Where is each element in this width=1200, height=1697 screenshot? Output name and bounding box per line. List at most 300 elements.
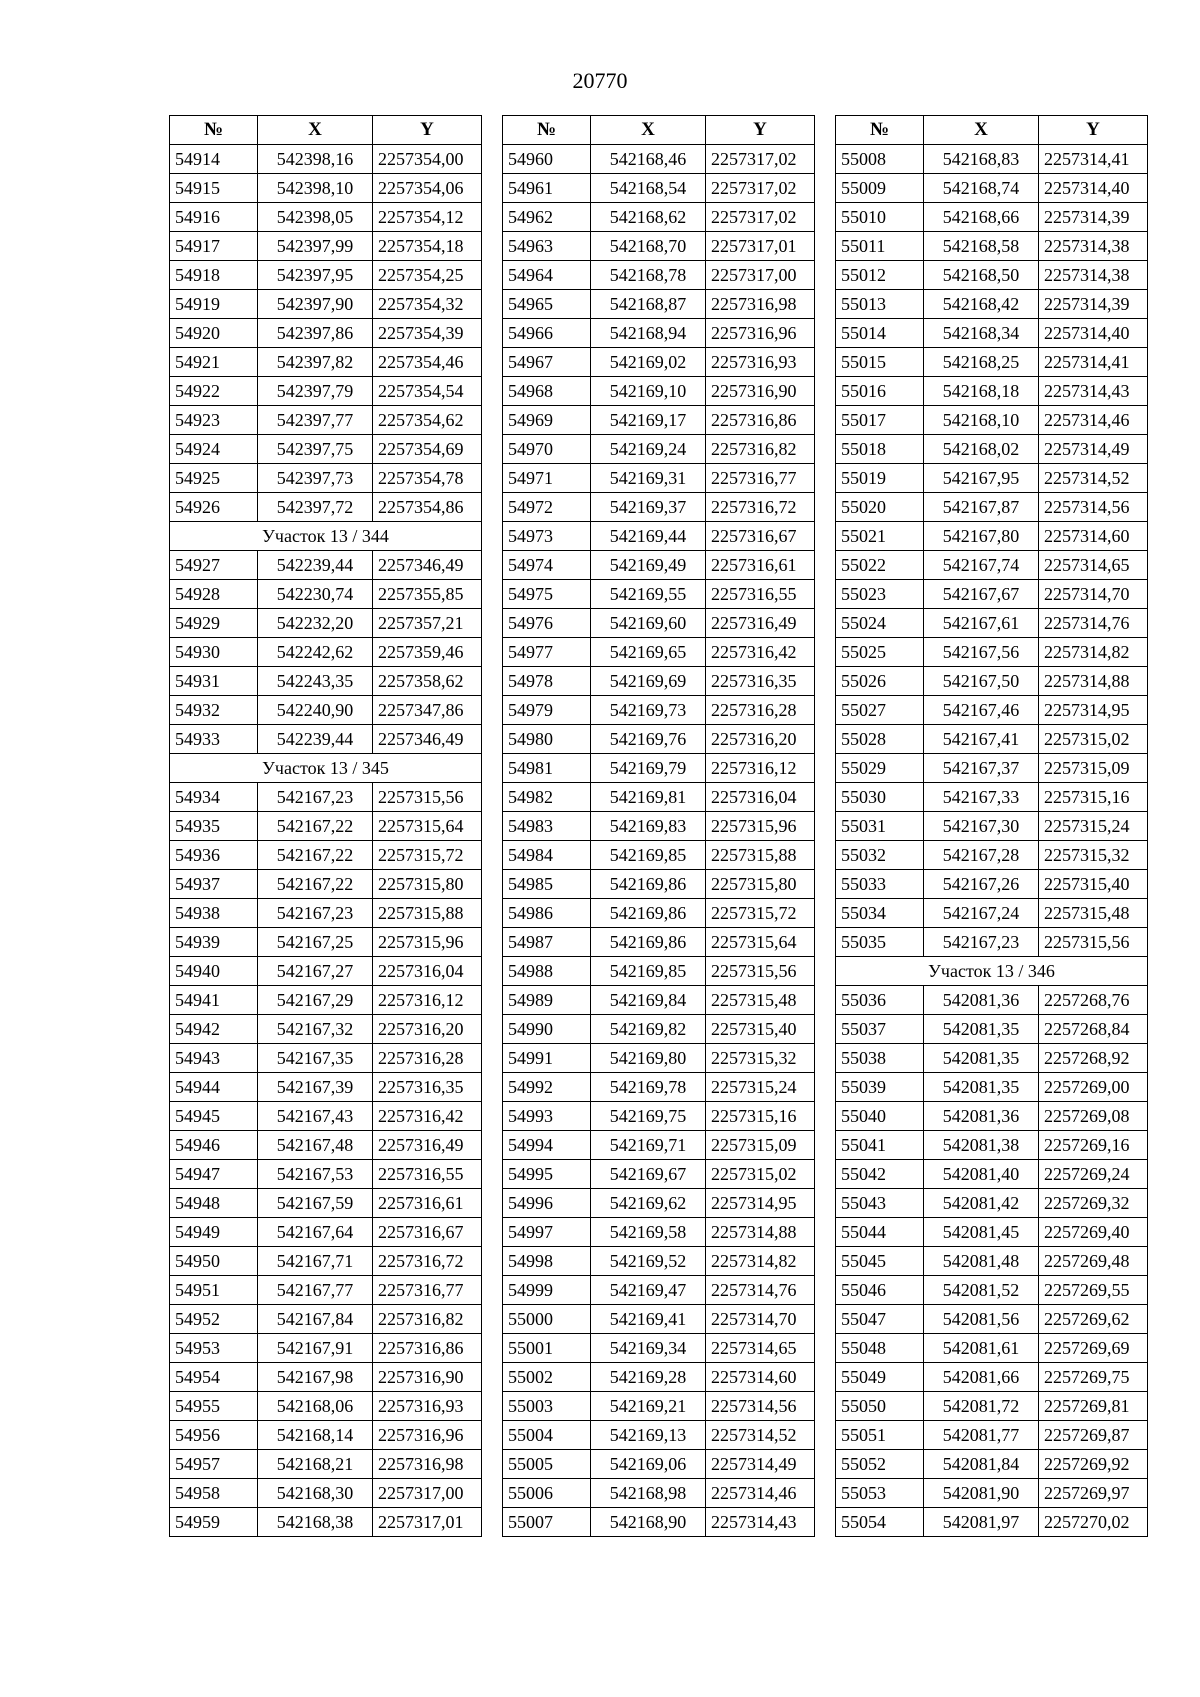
y-coordinate-cell: 2257268,76 bbox=[1039, 986, 1148, 1015]
point-number-cell: 54989 bbox=[503, 986, 591, 1015]
table-row bbox=[170, 1450, 482, 1479]
table-row bbox=[836, 145, 1148, 174]
point-number-cell: 54957 bbox=[170, 1450, 258, 1479]
x-coordinate-cell: 542081,61 bbox=[924, 1334, 1039, 1363]
table-row bbox=[836, 290, 1148, 319]
table-row bbox=[170, 435, 482, 464]
x-coordinate-cell: 542081,40 bbox=[924, 1160, 1039, 1189]
y-coordinate-cell: 2257354,25 bbox=[373, 261, 482, 290]
y-coordinate-cell: 2257316,42 bbox=[373, 1102, 482, 1131]
table-row bbox=[836, 841, 1148, 870]
x-coordinate-cell: 542243,35 bbox=[258, 667, 373, 696]
y-coordinate-cell: 2257314,82 bbox=[1039, 638, 1148, 667]
table-row bbox=[503, 899, 815, 928]
x-coordinate-cell: 542167,59 bbox=[258, 1189, 373, 1218]
table-row bbox=[170, 1189, 482, 1218]
header-x: X bbox=[258, 116, 373, 145]
point-number-cell: 54970 bbox=[503, 435, 591, 464]
y-coordinate-cell: 2257314,52 bbox=[1039, 464, 1148, 493]
table-row bbox=[503, 812, 815, 841]
y-coordinate-cell: 2257346,49 bbox=[373, 551, 482, 580]
y-coordinate-cell: 2257316,20 bbox=[373, 1015, 482, 1044]
y-coordinate-cell: 2257315,32 bbox=[1039, 841, 1148, 870]
table-row bbox=[170, 203, 482, 232]
x-coordinate-cell: 542169,84 bbox=[591, 986, 706, 1015]
point-number-cell: 55048 bbox=[836, 1334, 924, 1363]
table-body bbox=[503, 145, 815, 1537]
header-x: X bbox=[591, 116, 706, 145]
table-row bbox=[170, 406, 482, 435]
x-coordinate-cell: 542168,74 bbox=[924, 174, 1039, 203]
x-coordinate-cell: 542167,50 bbox=[924, 667, 1039, 696]
point-number-cell: 55042 bbox=[836, 1160, 924, 1189]
point-number-cell: 54992 bbox=[503, 1073, 591, 1102]
point-number-cell: 54980 bbox=[503, 725, 591, 754]
y-coordinate-cell: 2257269,92 bbox=[1039, 1450, 1148, 1479]
table-row bbox=[503, 1421, 815, 1450]
x-coordinate-cell: 542169,28 bbox=[591, 1363, 706, 1392]
x-coordinate-cell: 542230,74 bbox=[258, 580, 373, 609]
y-coordinate-cell: 2257268,84 bbox=[1039, 1015, 1148, 1044]
y-coordinate-cell: 2257314,49 bbox=[1039, 435, 1148, 464]
table-row bbox=[170, 1421, 482, 1450]
table-row bbox=[170, 348, 482, 377]
point-number-cell: 55031 bbox=[836, 812, 924, 841]
y-coordinate-cell: 2257314,56 bbox=[706, 1392, 815, 1421]
y-coordinate-cell: 2257315,24 bbox=[1039, 812, 1148, 841]
x-coordinate-cell: 542168,21 bbox=[258, 1450, 373, 1479]
x-coordinate-cell: 542169,06 bbox=[591, 1450, 706, 1479]
x-coordinate-cell: 542169,69 bbox=[591, 667, 706, 696]
table-row bbox=[836, 870, 1148, 899]
y-coordinate-cell: 2257315,72 bbox=[706, 899, 815, 928]
page-number: 20770 bbox=[572, 68, 628, 93]
x-coordinate-cell: 542081,35 bbox=[924, 1044, 1039, 1073]
x-coordinate-cell: 542397,75 bbox=[258, 435, 373, 464]
point-number-cell: 55002 bbox=[503, 1363, 591, 1392]
y-coordinate-cell: 2257315,56 bbox=[706, 957, 815, 986]
x-coordinate-cell: 542232,20 bbox=[258, 609, 373, 638]
point-number-cell: 54929 bbox=[170, 609, 258, 638]
x-coordinate-cell: 542168,38 bbox=[258, 1508, 373, 1537]
x-coordinate-cell: 542167,32 bbox=[258, 1015, 373, 1044]
x-coordinate-cell: 542168,83 bbox=[924, 145, 1039, 174]
header-row bbox=[503, 116, 815, 145]
table-row bbox=[503, 522, 815, 551]
x-coordinate-cell: 542168,50 bbox=[924, 261, 1039, 290]
y-coordinate-cell: 2257314,46 bbox=[1039, 406, 1148, 435]
point-number-cell: 55014 bbox=[836, 319, 924, 348]
x-coordinate-cell: 542167,22 bbox=[258, 812, 373, 841]
point-number-cell: 54997 bbox=[503, 1218, 591, 1247]
table-row bbox=[836, 232, 1148, 261]
y-coordinate-cell: 2257269,87 bbox=[1039, 1421, 1148, 1450]
x-coordinate-cell: 542167,27 bbox=[258, 957, 373, 986]
point-number-cell: 55008 bbox=[836, 145, 924, 174]
y-coordinate-cell: 2257314,88 bbox=[706, 1218, 815, 1247]
table-row bbox=[170, 725, 482, 754]
x-coordinate-cell: 542168,94 bbox=[591, 319, 706, 348]
point-number-cell: 54971 bbox=[503, 464, 591, 493]
x-coordinate-cell: 542169,49 bbox=[591, 551, 706, 580]
point-number-cell: 54943 bbox=[170, 1044, 258, 1073]
table-row bbox=[836, 1479, 1148, 1508]
point-number-cell: 54921 bbox=[170, 348, 258, 377]
y-coordinate-cell: 2257269,62 bbox=[1039, 1305, 1148, 1334]
point-number-cell: 55032 bbox=[836, 841, 924, 870]
x-coordinate-cell: 542167,43 bbox=[258, 1102, 373, 1131]
x-coordinate-cell: 542081,90 bbox=[924, 1479, 1039, 1508]
table-row bbox=[170, 870, 482, 899]
header-y: Y bbox=[373, 116, 482, 145]
point-number-cell: 55022 bbox=[836, 551, 924, 580]
point-number-cell: 54990 bbox=[503, 1015, 591, 1044]
x-coordinate-cell: 542167,80 bbox=[924, 522, 1039, 551]
y-coordinate-cell: 2257354,39 bbox=[373, 319, 482, 348]
point-number-cell: 55034 bbox=[836, 899, 924, 928]
y-coordinate-cell: 2257316,49 bbox=[706, 609, 815, 638]
x-coordinate-cell: 542169,37 bbox=[591, 493, 706, 522]
x-coordinate-cell: 542167,29 bbox=[258, 986, 373, 1015]
y-coordinate-cell: 2257269,32 bbox=[1039, 1189, 1148, 1218]
table-row bbox=[170, 464, 482, 493]
x-coordinate-cell: 542169,55 bbox=[591, 580, 706, 609]
x-coordinate-cell: 542397,72 bbox=[258, 493, 373, 522]
table-row bbox=[170, 290, 482, 319]
x-coordinate-cell: 542168,87 bbox=[591, 290, 706, 319]
point-number-cell: 55033 bbox=[836, 870, 924, 899]
table-row bbox=[503, 1160, 815, 1189]
point-number-cell: 54928 bbox=[170, 580, 258, 609]
point-number-cell: 55019 bbox=[836, 464, 924, 493]
y-coordinate-cell: 2257314,95 bbox=[706, 1189, 815, 1218]
x-coordinate-cell: 542169,78 bbox=[591, 1073, 706, 1102]
table-row bbox=[503, 1392, 815, 1421]
table-row bbox=[170, 1305, 482, 1334]
y-coordinate-cell: 2257269,00 bbox=[1039, 1073, 1148, 1102]
table-row bbox=[170, 986, 482, 1015]
point-number-cell: 54969 bbox=[503, 406, 591, 435]
y-coordinate-cell: 2257315,80 bbox=[706, 870, 815, 899]
point-number-cell: 54998 bbox=[503, 1247, 591, 1276]
y-coordinate-cell: 2257316,77 bbox=[706, 464, 815, 493]
y-coordinate-cell: 2257315,09 bbox=[1039, 754, 1148, 783]
point-number-cell: 55040 bbox=[836, 1102, 924, 1131]
table-row bbox=[503, 841, 815, 870]
table-row bbox=[170, 174, 482, 203]
x-coordinate-cell: 542167,48 bbox=[258, 1131, 373, 1160]
table-row bbox=[503, 928, 815, 957]
table-row bbox=[836, 1131, 1148, 1160]
x-coordinate-cell: 542167,77 bbox=[258, 1276, 373, 1305]
point-number-cell: 55012 bbox=[836, 261, 924, 290]
x-coordinate-cell: 542240,90 bbox=[258, 696, 373, 725]
y-coordinate-cell: 2257316,55 bbox=[373, 1160, 482, 1189]
y-coordinate-cell: 2257315,72 bbox=[373, 841, 482, 870]
table-row bbox=[170, 783, 482, 812]
table-row bbox=[170, 232, 482, 261]
table-row bbox=[503, 1247, 815, 1276]
x-coordinate-cell: 542397,90 bbox=[258, 290, 373, 319]
point-number-cell: 54953 bbox=[170, 1334, 258, 1363]
x-coordinate-cell: 542169,85 bbox=[591, 957, 706, 986]
table-row bbox=[170, 1334, 482, 1363]
y-coordinate-cell: 2257314,95 bbox=[1039, 696, 1148, 725]
y-coordinate-cell: 2257316,55 bbox=[706, 580, 815, 609]
point-number-cell: 54949 bbox=[170, 1218, 258, 1247]
x-coordinate-cell: 542398,10 bbox=[258, 174, 373, 203]
table-row bbox=[170, 609, 482, 638]
x-coordinate-cell: 542081,35 bbox=[924, 1073, 1039, 1102]
x-coordinate-cell: 542167,37 bbox=[924, 754, 1039, 783]
table-row bbox=[503, 1479, 815, 1508]
point-number-cell: 54988 bbox=[503, 957, 591, 986]
y-coordinate-cell: 2257316,82 bbox=[373, 1305, 482, 1334]
table-row bbox=[836, 464, 1148, 493]
table-row bbox=[836, 638, 1148, 667]
y-coordinate-cell: 2257316,35 bbox=[373, 1073, 482, 1102]
point-number-cell: 55007 bbox=[503, 1508, 591, 1537]
y-coordinate-cell: 2257354,69 bbox=[373, 435, 482, 464]
point-number-cell: 55039 bbox=[836, 1073, 924, 1102]
x-coordinate-cell: 542167,23 bbox=[924, 928, 1039, 957]
y-coordinate-cell: 2257355,85 bbox=[373, 580, 482, 609]
y-coordinate-cell: 2257315,96 bbox=[706, 812, 815, 841]
point-number-cell: 54939 bbox=[170, 928, 258, 957]
table-row bbox=[836, 1015, 1148, 1044]
y-coordinate-cell: 2257314,46 bbox=[706, 1479, 815, 1508]
point-number-cell: 54942 bbox=[170, 1015, 258, 1044]
y-coordinate-cell: 2257268,92 bbox=[1039, 1044, 1148, 1073]
y-coordinate-cell: 2257317,01 bbox=[706, 232, 815, 261]
x-coordinate-cell: 542167,84 bbox=[258, 1305, 373, 1334]
point-number-cell: 54941 bbox=[170, 986, 258, 1015]
x-coordinate-cell: 542168,90 bbox=[591, 1508, 706, 1537]
y-coordinate-cell: 2257316,42 bbox=[706, 638, 815, 667]
y-coordinate-cell: 2257358,62 bbox=[373, 667, 482, 696]
header-num: № bbox=[170, 116, 258, 145]
table-row bbox=[503, 870, 815, 899]
point-number-cell: 54914 bbox=[170, 145, 258, 174]
y-coordinate-cell: 2257315,80 bbox=[373, 870, 482, 899]
y-coordinate-cell: 2257317,02 bbox=[706, 145, 815, 174]
table-row bbox=[836, 812, 1148, 841]
x-coordinate-cell: 542169,80 bbox=[591, 1044, 706, 1073]
y-coordinate-cell: 2257315,88 bbox=[373, 899, 482, 928]
table-row bbox=[170, 319, 482, 348]
point-number-cell: 55001 bbox=[503, 1334, 591, 1363]
y-coordinate-cell: 2257316,72 bbox=[373, 1247, 482, 1276]
table-row bbox=[503, 1363, 815, 1392]
y-coordinate-cell: 2257315,64 bbox=[373, 812, 482, 841]
table-row bbox=[836, 928, 1148, 957]
point-number-cell: 55023 bbox=[836, 580, 924, 609]
y-coordinate-cell: 2257316,90 bbox=[373, 1363, 482, 1392]
x-coordinate-cell: 542081,84 bbox=[924, 1450, 1039, 1479]
point-number-cell: 55024 bbox=[836, 609, 924, 638]
point-number-cell: 55016 bbox=[836, 377, 924, 406]
x-coordinate-cell: 542167,33 bbox=[924, 783, 1039, 812]
table-row bbox=[170, 1276, 482, 1305]
y-coordinate-cell: 2257314,39 bbox=[1039, 290, 1148, 319]
y-coordinate-cell: 2257316,35 bbox=[706, 667, 815, 696]
table-row bbox=[170, 1160, 482, 1189]
point-number-cell: 54935 bbox=[170, 812, 258, 841]
y-coordinate-cell: 2257316,20 bbox=[706, 725, 815, 754]
point-number-cell: 54938 bbox=[170, 899, 258, 928]
table-row bbox=[836, 203, 1148, 232]
table-row bbox=[836, 406, 1148, 435]
point-number-cell: 54925 bbox=[170, 464, 258, 493]
point-number-cell: 54974 bbox=[503, 551, 591, 580]
point-number-cell: 55051 bbox=[836, 1421, 924, 1450]
point-number-cell: 54956 bbox=[170, 1421, 258, 1450]
y-coordinate-cell: 2257316,86 bbox=[373, 1334, 482, 1363]
y-coordinate-cell: 2257314,40 bbox=[1039, 174, 1148, 203]
point-number-cell: 55028 bbox=[836, 725, 924, 754]
y-coordinate-cell: 2257314,39 bbox=[1039, 203, 1148, 232]
table-row bbox=[503, 232, 815, 261]
point-number-cell: 54987 bbox=[503, 928, 591, 957]
y-coordinate-cell: 2257315,02 bbox=[706, 1160, 815, 1189]
x-coordinate-cell: 542169,86 bbox=[591, 899, 706, 928]
x-coordinate-cell: 542169,58 bbox=[591, 1218, 706, 1247]
y-coordinate-cell: 2257354,18 bbox=[373, 232, 482, 261]
table-row bbox=[836, 1189, 1148, 1218]
point-number-cell: 54985 bbox=[503, 870, 591, 899]
x-coordinate-cell: 542242,62 bbox=[258, 638, 373, 667]
x-coordinate-cell: 542167,22 bbox=[258, 870, 373, 899]
table-row bbox=[170, 638, 482, 667]
point-number-cell: 54945 bbox=[170, 1102, 258, 1131]
point-number-cell: 55000 bbox=[503, 1305, 591, 1334]
x-coordinate-cell: 542081,48 bbox=[924, 1247, 1039, 1276]
y-coordinate-cell: 2257354,32 bbox=[373, 290, 482, 319]
point-number-cell: 54951 bbox=[170, 1276, 258, 1305]
x-coordinate-cell: 542168,14 bbox=[258, 1421, 373, 1450]
table-row bbox=[836, 1160, 1148, 1189]
table-row bbox=[503, 551, 815, 580]
table-row bbox=[836, 1421, 1148, 1450]
y-coordinate-cell: 2257269,55 bbox=[1039, 1276, 1148, 1305]
x-coordinate-cell: 542081,66 bbox=[924, 1363, 1039, 1392]
table-row bbox=[503, 290, 815, 319]
table-row bbox=[503, 203, 815, 232]
header-num: № bbox=[503, 116, 591, 145]
x-coordinate-cell: 542398,16 bbox=[258, 145, 373, 174]
point-number-cell: 55026 bbox=[836, 667, 924, 696]
point-number-cell: 54979 bbox=[503, 696, 591, 725]
y-coordinate-cell: 2257269,16 bbox=[1039, 1131, 1148, 1160]
y-coordinate-cell: 2257314,76 bbox=[706, 1276, 815, 1305]
table-row bbox=[503, 493, 815, 522]
table-row bbox=[836, 551, 1148, 580]
point-number-cell: 55006 bbox=[503, 1479, 591, 1508]
table-row bbox=[170, 928, 482, 957]
y-coordinate-cell: 2257269,08 bbox=[1039, 1102, 1148, 1131]
table-row bbox=[170, 841, 482, 870]
y-coordinate-cell: 2257317,00 bbox=[706, 261, 815, 290]
table-row bbox=[170, 1247, 482, 1276]
y-coordinate-cell: 2257357,21 bbox=[373, 609, 482, 638]
table-row bbox=[836, 1218, 1148, 1247]
point-number-cell: 55025 bbox=[836, 638, 924, 667]
point-number-cell: 54964 bbox=[503, 261, 591, 290]
x-coordinate-cell: 542169,31 bbox=[591, 464, 706, 493]
point-number-cell: 54919 bbox=[170, 290, 258, 319]
x-coordinate-cell: 542167,67 bbox=[924, 580, 1039, 609]
point-number-cell: 54961 bbox=[503, 174, 591, 203]
table-row bbox=[836, 1276, 1148, 1305]
table-row bbox=[503, 319, 815, 348]
table-row bbox=[170, 1102, 482, 1131]
point-number-cell: 55043 bbox=[836, 1189, 924, 1218]
point-number-cell: 54959 bbox=[170, 1508, 258, 1537]
y-coordinate-cell: 2257269,48 bbox=[1039, 1247, 1148, 1276]
table-row bbox=[503, 145, 815, 174]
x-coordinate-cell: 542168,25 bbox=[924, 348, 1039, 377]
table-row bbox=[836, 261, 1148, 290]
table-row bbox=[503, 1015, 815, 1044]
y-coordinate-cell: 2257314,88 bbox=[1039, 667, 1148, 696]
x-coordinate-cell: 542397,79 bbox=[258, 377, 373, 406]
point-number-cell: 54944 bbox=[170, 1073, 258, 1102]
table-row bbox=[503, 754, 815, 783]
section-row bbox=[170, 522, 482, 551]
y-coordinate-cell: 2257315,32 bbox=[706, 1044, 815, 1073]
table-row bbox=[836, 377, 1148, 406]
table-row bbox=[836, 1305, 1148, 1334]
x-coordinate-cell: 542169,75 bbox=[591, 1102, 706, 1131]
x-coordinate-cell: 542169,65 bbox=[591, 638, 706, 667]
y-coordinate-cell: 2257316,93 bbox=[706, 348, 815, 377]
y-coordinate-cell: 2257269,69 bbox=[1039, 1334, 1148, 1363]
y-coordinate-cell: 2257316,93 bbox=[373, 1392, 482, 1421]
table-row bbox=[836, 1363, 1148, 1392]
x-coordinate-cell: 542167,46 bbox=[924, 696, 1039, 725]
table-row bbox=[170, 696, 482, 725]
point-number-cell: 54982 bbox=[503, 783, 591, 812]
point-number-cell: 54976 bbox=[503, 609, 591, 638]
x-coordinate-cell: 542169,67 bbox=[591, 1160, 706, 1189]
y-coordinate-cell: 2257354,06 bbox=[373, 174, 482, 203]
table-row bbox=[503, 696, 815, 725]
y-coordinate-cell: 2257316,61 bbox=[706, 551, 815, 580]
y-coordinate-cell: 2257270,02 bbox=[1039, 1508, 1148, 1537]
point-number-cell: 54994 bbox=[503, 1131, 591, 1160]
x-coordinate-cell: 542168,70 bbox=[591, 232, 706, 261]
point-number-cell: 54978 bbox=[503, 667, 591, 696]
point-number-cell: 54965 bbox=[503, 290, 591, 319]
table-row bbox=[836, 1102, 1148, 1131]
table-row bbox=[503, 406, 815, 435]
y-coordinate-cell: 2257354,00 bbox=[373, 145, 482, 174]
x-coordinate-cell: 542397,82 bbox=[258, 348, 373, 377]
table-row bbox=[170, 957, 482, 986]
x-coordinate-cell: 542081,42 bbox=[924, 1189, 1039, 1218]
point-number-cell: 54960 bbox=[503, 145, 591, 174]
point-number-cell: 55015 bbox=[836, 348, 924, 377]
header-row bbox=[170, 116, 482, 145]
point-number-cell: 55035 bbox=[836, 928, 924, 957]
y-coordinate-cell: 2257315,96 bbox=[373, 928, 482, 957]
point-number-cell: 55020 bbox=[836, 493, 924, 522]
x-coordinate-cell: 542081,97 bbox=[924, 1508, 1039, 1537]
point-number-cell: 55004 bbox=[503, 1421, 591, 1450]
y-coordinate-cell: 2257317,01 bbox=[373, 1508, 482, 1537]
header-num: № bbox=[836, 116, 924, 145]
point-number-cell: 54916 bbox=[170, 203, 258, 232]
